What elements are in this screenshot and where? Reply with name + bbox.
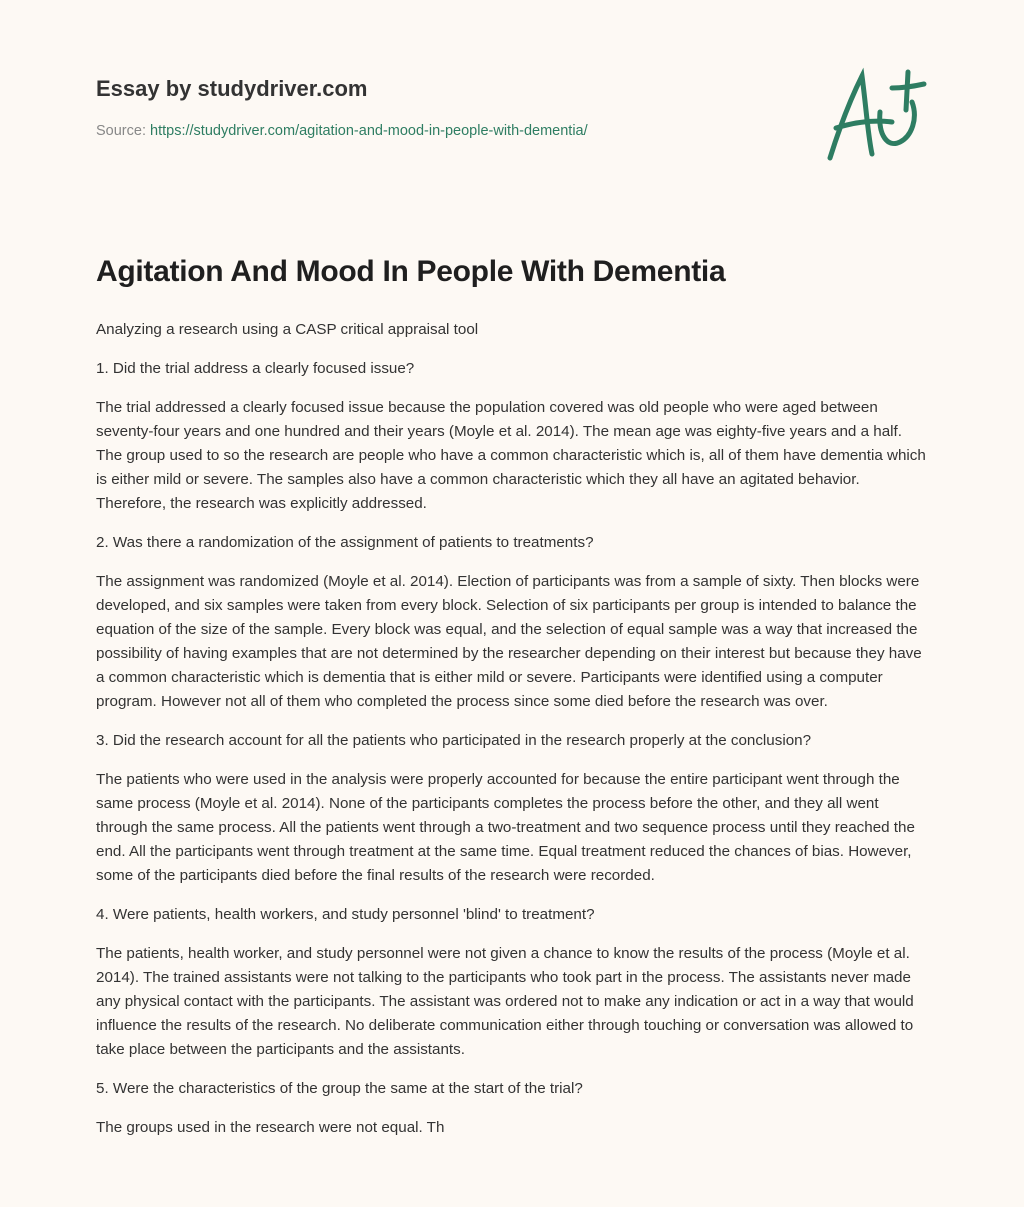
a-plus-logo-icon [820, 66, 930, 166]
answer-1: The trial addressed a clearly focused issue because the population covered was old people who were aged between seventy-four years and one hundred and their years (Moyle et al. 2014). The mean age was eighty-five years and a half. The group used to so the research are people who have a common characteristic which is, all of them have dementia which is either mild or severe. The samples also have a common characteristic which they all have an agitated behavior. Therefore, the research was explicitly addressed. [96, 399, 926, 512]
question-3: 3. Did the research account for all the patients who participated in the research properly at the conclusion? [96, 732, 812, 749]
question-5: 5. Were the characteristics of the group the same at the start of the trial? [96, 1080, 583, 1097]
source-link[interactable]: https://studydriver.com/agitation-and-mood-in-people-with-dementia/ [150, 123, 588, 139]
essay-title: Agitation And Mood In People With Dementia [96, 255, 726, 288]
answer-5-truncated: The groups used in the research were not equal. Th [96, 1119, 445, 1136]
essay-subtitle: Analyzing a research using a CASP critical appraisal tool [96, 321, 479, 338]
source-label: Source: [96, 123, 146, 139]
question-1: 1. Did the trial address a clearly focused issue? [96, 360, 415, 377]
answer-3: The patients who were used in the analysis were properly accounted for because the entire participant went through the same process (Moyle et al. 2014). None of the participants completes the process before the other, and they all went through the same process. All the patients went through a two-treatment and two sequence process until they reached the end. All the participants went through treatment at the same time. Equal treatment reduced the chances of bias. However, some of the participants died before the final results of the research were recorded. [96, 771, 915, 884]
source-line [96, 123, 588, 139]
answer-2: The assignment was randomized (Moyle et al. 2014). Election of participants was from a sample of sixty. Then blocks were developed, and six samples were taken from every block. Selection of six participants per group is intended to balance the equation of the size of the sample. Every block was equal, and the selection of equal sample was a way that increased the possibility of having examples that are not determined by the researcher depending on their interest but because they have a common characteristic which is dementia that is either mild or severe. Participants were identified using a computer program. However not all of them who completed the process since some died before the research was over. [96, 573, 922, 710]
question-4: 4. Were patients, health workers, and study personnel 'blind' to treatment? [96, 906, 595, 923]
site-title: Essay by studydriver.com [96, 76, 368, 101]
question-2: 2. Was there a randomization of the assignment of patients to treatments? [96, 534, 594, 551]
answer-4: The patients, health worker, and study personnel were not given a chance to know the results of the process (Moyle et al. 2014). The trained assistants were not talking to the participants who took part in the process. The assistants never made any physical contact with the participants. The assistant was ordered not to make any indication or act in a way that would influence the results of the research. No deliberate communication either through touching or conversation was allowed to take place between the participants and the assistants. [96, 945, 914, 1058]
essay-content [96, 252, 928, 1155]
